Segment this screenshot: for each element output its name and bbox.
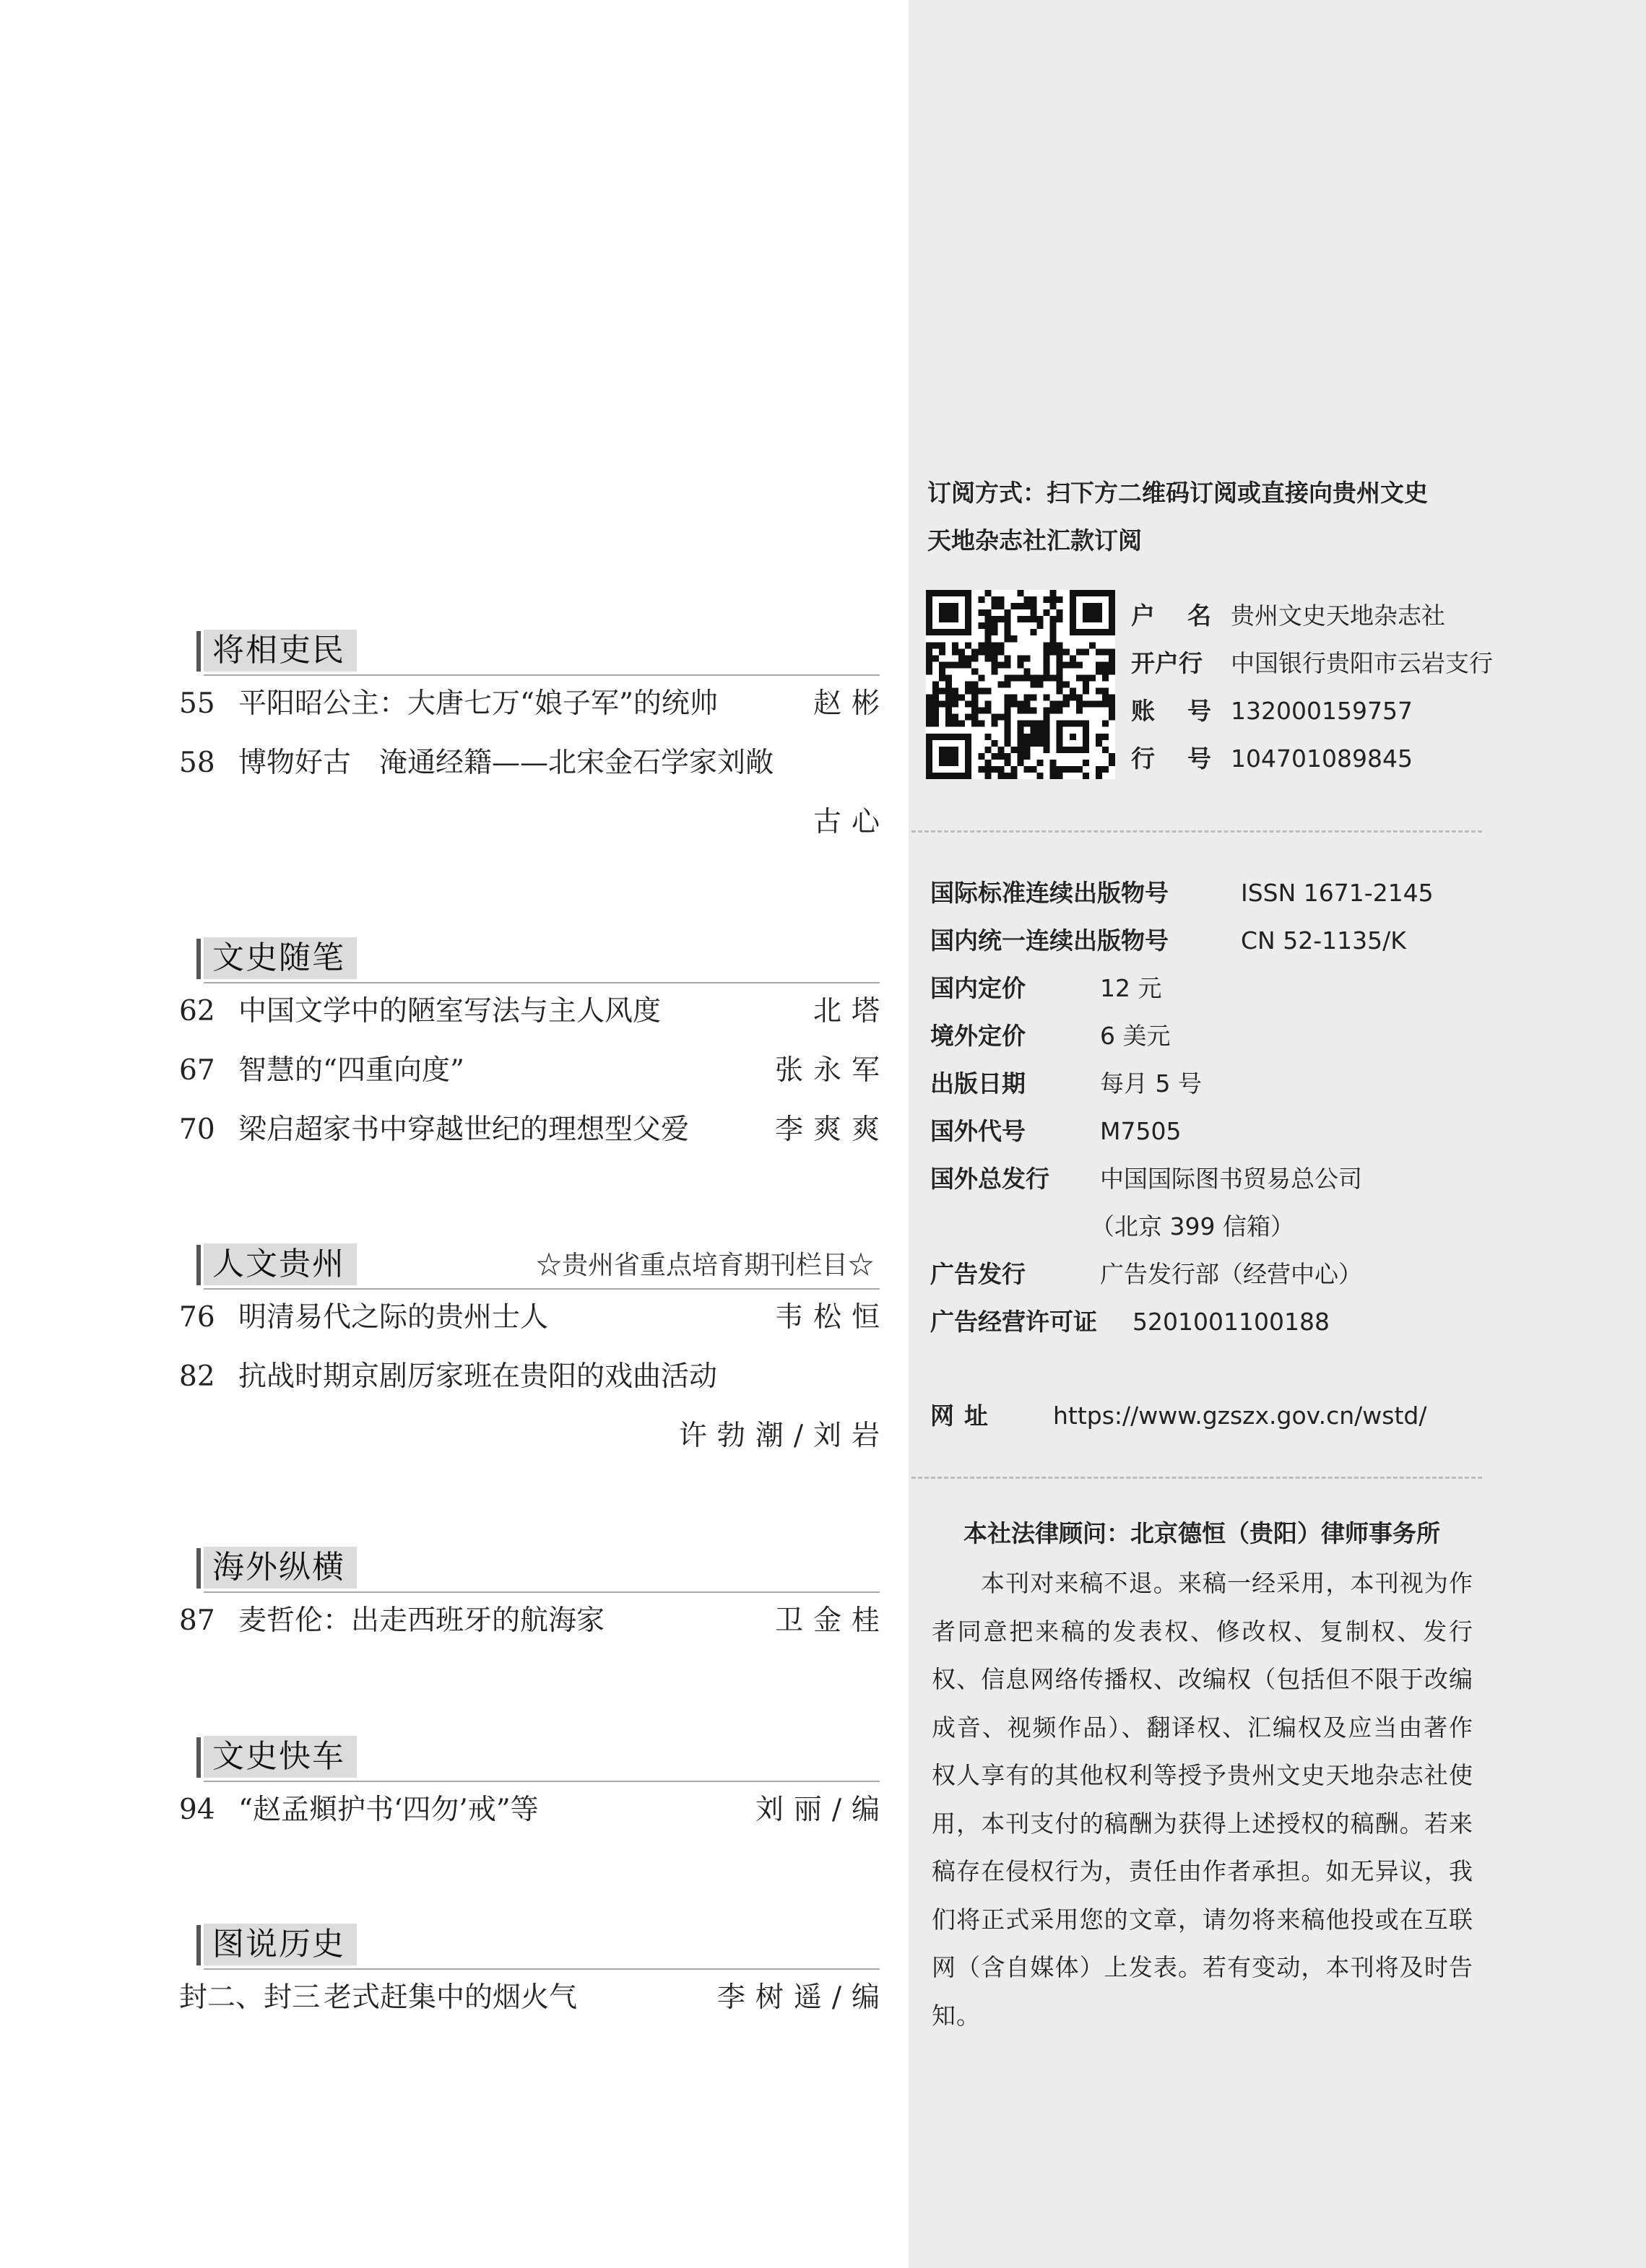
page-number: 55 [179,687,215,720]
page-number: 87 [179,1604,215,1637]
account-label: 开户行 [1131,649,1203,677]
article-title: 明清易代之际的贵州士人 [238,1301,549,1334]
pub-value: 广告发行部（经营中心） [1100,1260,1362,1288]
toc-section [179,1921,890,2028]
pub-row [930,917,1479,965]
pub-row [930,1203,1479,1251]
page-number: 67 [179,1054,215,1087]
section-title: 海外纵横 [204,1547,357,1589]
subscription-instructions [927,469,1505,565]
pub-value: 中国国际图书贸易总公司 [1100,1165,1362,1193]
account-row [1131,592,1507,640]
section-marker [196,631,201,672]
section-header [179,1733,880,1781]
section-title: 人文贵州 [204,1243,357,1285]
copyright-notice: 本刊对来稿不退。来稿一经采用，本刊视为作者同意把来稿的发表权、修改权、复制权、发行权、信息网络传播权、改编权（包括但不限于改编成音、视频作品）、翻译权、汇编权及应当由著作权人享有的其他权利等授予贵州文史天地杂志社使用，本刊支付的稿酬为获得上述授权的稿酬。若来稿存在侵权行为，责任由作者承担。如无异议，我们将正式采用您的文章，请勿将来稿他投或在互联网（含自媒体）上发表。若有变动，本刊将及时告知。 [932,1569,1473,2030]
article-title: 博物好古 淹通经籍——北宋金石学家刘敞 [238,747,774,779]
toc-section [179,1241,890,1466]
article-title: 智慧的“四重向度” [238,1054,464,1087]
toc-entry[interactable] [179,1591,890,1651]
article-title: 中国文学中的陋室写法与主人风度 [238,995,662,1027]
section-title: 文史随笔 [204,937,357,979]
article-author: 赵彬 [813,687,890,720]
pub-row [930,1251,1479,1298]
subscription-line-1: 订阅方式：扫下方二维码订阅或直接向贵州文史 [927,479,1428,507]
pub-value: CN 52-1135/K [1241,926,1406,955]
pub-row [930,869,1479,917]
section-marker [196,1548,201,1589]
pub-value: ISSN 1671-2145 [1241,879,1434,907]
divider [911,830,1482,833]
section-note: ☆贵州省重点培育期刊栏目☆ [535,1251,874,1280]
article-title: 抗战时期京剧厉家班在贵阳的戏曲活动 [238,1360,718,1393]
bank-account-info [1131,592,1507,783]
toc-section [179,627,890,852]
toc-section [179,1733,890,1840]
article-title: 梁启超家书中穿越世纪的理想型父爱 [238,1113,690,1146]
toc-section [179,1544,890,1651]
divider [911,1477,1482,1479]
toc-entry[interactable] [179,1347,880,1407]
page-number: 82 [179,1360,215,1393]
article-author: 李爽爽 [774,1113,890,1146]
pub-label: 国外总发行 [930,1165,1049,1193]
page-number: 封二、封三 [179,1981,321,2014]
article-author: 李树遥/编 [716,1981,890,2014]
pub-label: 出版日期 [930,1069,1026,1098]
page-number: 76 [179,1301,215,1334]
pub-value: 5201001100188 [1132,1308,1330,1336]
article-title: “赵孟頫护书‘四勿’戒”等 [238,1794,539,1826]
pub-label: 境外定价 [930,1022,1026,1050]
toc-entry-author-line [179,1407,890,1466]
pub-row [930,1060,1479,1108]
pub-label: 广告发行 [930,1260,1026,1288]
pub-value: 6 美元 [1100,1022,1171,1050]
toc-section [179,934,890,1160]
section-header [179,1921,880,1968]
article-author: 卫金桂 [774,1604,890,1637]
website-label: 网址 [930,1402,998,1430]
page-number: 58 [179,747,215,779]
section-marker [196,1245,201,1285]
qr-code-icon[interactable] [926,590,1115,779]
toc-entry[interactable] [179,1781,890,1840]
section-header [179,1544,880,1591]
article-title: 平阳昭公主：大唐七万“娘子军”的统帅 [238,687,718,720]
section-header [179,627,880,674]
account-label: 账 号 [1131,697,1216,725]
pub-label: 国内定价 [930,974,1026,1002]
article-author: 古心 [813,806,890,838]
article-author: 韦松恒 [774,1301,890,1334]
pub-value: 12 元 [1100,974,1162,1002]
pub-row [930,1108,1479,1155]
toc-entry[interactable] [179,1968,890,2028]
subscription-line-2: 天地杂志社汇款订阅 [927,526,1142,555]
page-number: 70 [179,1113,215,1146]
article-author: 张永军 [774,1054,890,1087]
pub-row [930,965,1479,1012]
section-header [179,934,880,982]
pub-label: 国外代号 [930,1117,1026,1145]
toc-entry[interactable] [179,674,890,734]
pub-row [930,1298,1479,1346]
section-marker [196,1925,201,1965]
pub-value: 每月 5 号 [1100,1069,1202,1098]
account-value: 贵州文史天地杂志社 [1231,601,1445,630]
website-link[interactable]: https://www.gzszx.gov.cn/wstd/ [1053,1402,1427,1430]
page-number: 94 [179,1794,215,1826]
account-row [1131,687,1507,735]
account-label: 户 名 [1131,601,1216,630]
account-value: 132000159757 [1231,697,1413,725]
section-marker [196,1737,201,1778]
pub-row [930,1012,1479,1060]
account-value: 104701089845 [1231,744,1413,773]
article-author: 刘丽/编 [755,1794,890,1826]
article-title: 麦哲伦：出走西班牙的航海家 [238,1604,605,1637]
legal-adviser: 本社法律顾问：北京德恒（贵阳）律师事务所 [963,1519,1440,1547]
toc-entry-author-line [179,793,890,852]
toc-entry[interactable] [179,982,890,1041]
pub-value: （北京 399 信箱） [1091,1212,1294,1241]
account-value: 中国银行贵阳市云岩支行 [1231,649,1493,677]
article-title: 老式赶集中的烟火气 [324,1981,578,2014]
page-number: 62 [179,995,215,1027]
toc-entry[interactable] [179,1041,890,1100]
toc-entry[interactable] [179,1288,890,1347]
pub-row [930,1155,1479,1203]
section-title: 图说历史 [204,1924,357,1965]
toc-entry[interactable] [179,1100,890,1160]
account-row [1131,640,1507,687]
article-author: 许勃潮/刘岩 [678,1420,890,1452]
section-marker [196,939,201,979]
section-title: 将相吏民 [204,630,357,672]
account-label: 行 号 [1131,744,1216,773]
pub-label: 广告经营许可证 [930,1308,1097,1336]
section-title: 文史快车 [204,1736,357,1778]
publication-info [930,869,1479,1346]
section-header [179,1241,880,1288]
toc-entry[interactable] [179,734,880,793]
account-row [1131,735,1507,783]
pub-label: 国内统一连续出版物号 [930,926,1169,955]
article-author: 北塔 [813,995,890,1027]
pub-label: 国际标准连续出版物号 [930,879,1169,907]
pub-value: M7505 [1100,1117,1182,1145]
